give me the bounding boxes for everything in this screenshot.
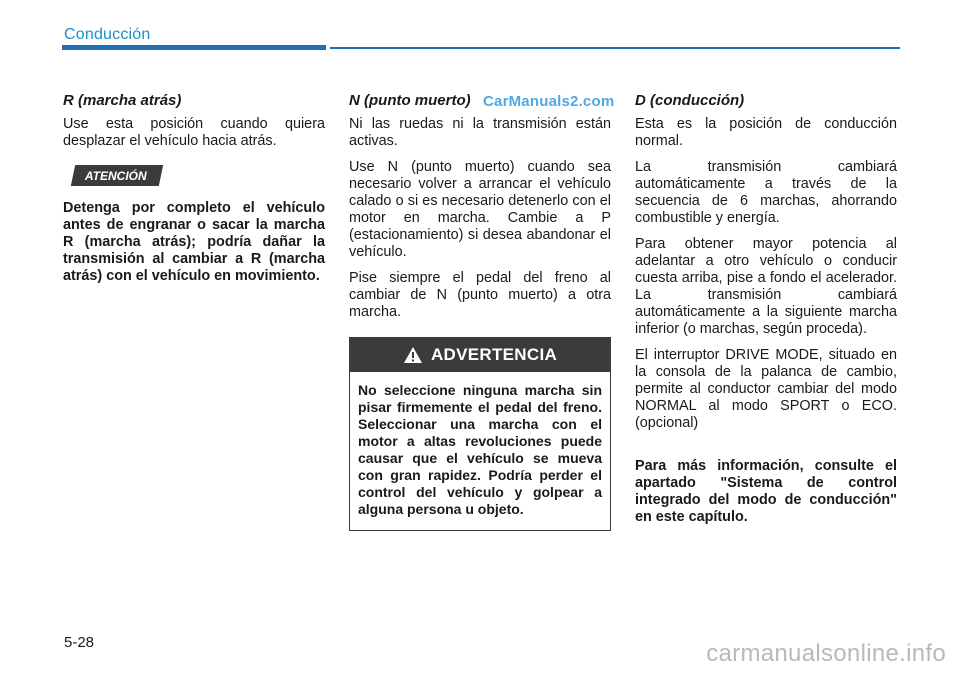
page-number: 5-28 (64, 634, 95, 651)
heading-drive: D (conducción) (635, 92, 745, 109)
caution-badge: ATENCIÓN (71, 165, 163, 186)
warning-body (350, 372, 610, 530)
neutral-para-1: Ni las ruedas ni la transmisión están activas. (349, 116, 611, 149)
column-neutral (349, 92, 611, 531)
neutral-para-3: Pise siempre el pedal del freno al cambiar de N (punto muerto) a otra marcha. (349, 270, 611, 320)
caution-text: Detenga por completo el vehículo antes de engranar o sacar la marcha R (marcha atrás); podría dañar la transmisión al cambiar a R (marcha atrás) con el vehículo en movimiento. (63, 200, 325, 284)
warning-box (349, 337, 611, 531)
reverse-description: Use esta posición cuando quiera desplazar el vehículo hacia atrás. (63, 116, 325, 149)
warning-triangle-icon (403, 346, 423, 364)
section-title: Conducción (64, 26, 151, 43)
warning-label: ADVERTENCIA (430, 345, 558, 364)
drive-para-4: El interruptor DRIVE MODE, situado en la consola de la palanca de cambio, permite al conductor cambiar del modo NORMAL al modo SPORT o ECO. (opcional) (635, 347, 897, 431)
warning-text: No seleccione ninguna marcha sin pisar firmemente el pedal del freno. Seleccionar una marcha con el motor a altas revoluciones puede causar que el vehículo se mueva con gran rapidez. Podría perder el control del vehículo y golpear a alguna persona u objeto. (358, 382, 602, 517)
drive-more-info: Para más información, consulte el apartado "Sistema de control integrado del modo de conducción" en este capítulo. (635, 458, 897, 525)
column-drive (635, 92, 897, 535)
header-rule-thick (62, 45, 326, 50)
heading-reverse: R (marcha atrás) (63, 92, 182, 109)
watermark-bottom[interactable]: carmanualsonline.info (706, 640, 946, 667)
warning-header (350, 338, 610, 372)
drive-para-3: Para obtener mayor potencia al adelantar a otro vehículo o conducir cuesta arriba, pise a fondo el acelerador. La transmisión cambiará automáticamente a la siguiente marcha inferior (o marchas, según proceda). (635, 236, 897, 337)
drive-para-1: Esta es la posición de conducción normal. (635, 116, 897, 149)
neutral-para-2: Use N (punto muerto) cuando sea necesario volver a arrancar el vehículo calado o si es necesario detenerlo con el motor en marcha. Cambie a P (estacionamiento) si desea abandonar el vehículo. (349, 159, 611, 260)
watermark-top[interactable]: CarManuals2.com (483, 93, 615, 110)
heading-neutral: N (punto muerto) (349, 92, 471, 109)
drive-para-2: La transmisión cambiará automáticamente a través de la secuencia de 6 marchas, ahorrando combustible y energía. (635, 159, 897, 226)
header-rule-thin (330, 47, 900, 49)
column-reverse (63, 92, 325, 294)
